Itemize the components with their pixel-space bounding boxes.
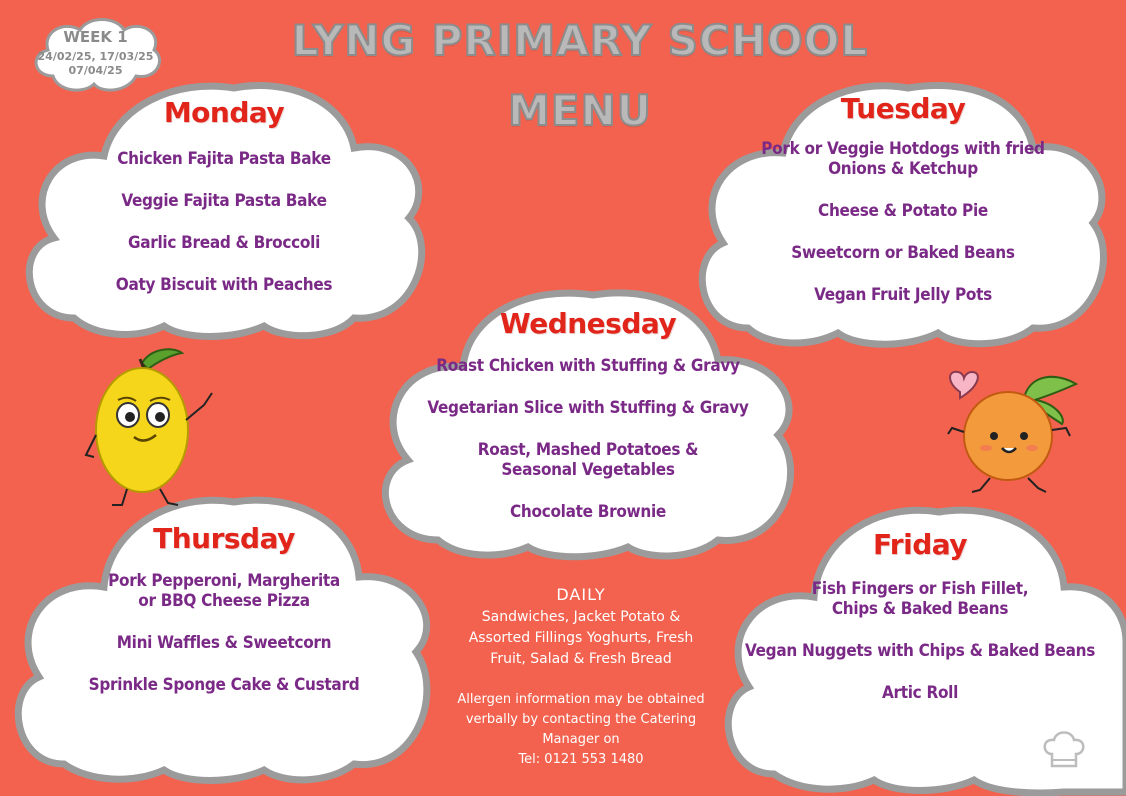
wednesday-item: Vegetarian Slice with Stuffing & Gravy bbox=[427, 398, 749, 418]
wednesday-item: Roast Chicken with Stuffing & Gravy bbox=[436, 356, 740, 376]
monday-item: Chicken Fajita Pasta Bake bbox=[117, 149, 331, 169]
thursday-heading: Thursday bbox=[153, 522, 295, 555]
week-label: WEEK 1 bbox=[63, 28, 128, 46]
friday-heading: Friday bbox=[872, 528, 968, 561]
page-title-line1: LYNG PRIMARY SCHOOL bbox=[291, 16, 869, 65]
week-dates: 24/02/25, 17/03/25 07/04/25 bbox=[37, 50, 154, 77]
daily-section bbox=[450, 584, 712, 670]
allergen-phone: Tel: 0121 553 1480 bbox=[518, 752, 644, 767]
monday-item: Veggie Fajita Pasta Bake bbox=[121, 191, 327, 211]
monday-item: Garlic Bread & Broccoli bbox=[127, 233, 321, 253]
tuesday-item: Pork or Veggie Hotdogs with fried Onions & Ketchup bbox=[761, 139, 1045, 179]
chef-hat-icon bbox=[1040, 726, 1088, 774]
thursday-item: Sprinkle Sponge Cake & Custard bbox=[88, 675, 360, 695]
daily-text: Sandwiches, Jacket Potato & Assorted Fillings Yoghurts, Fresh Fruit, Salad & Fresh Bread bbox=[468, 609, 694, 667]
lemon-mascot-icon bbox=[82, 345, 222, 510]
wednesday-heading: Wednesday bbox=[499, 307, 677, 340]
friday-item: Artic Roll bbox=[881, 683, 959, 703]
tuesday-item: Vegan Fruit Jelly Pots bbox=[814, 285, 992, 305]
thursday-item: Pork Pepperoni, Margherita or BBQ Cheese Pizza bbox=[108, 571, 340, 611]
tuesday-item: Sweetcorn or Baked Beans bbox=[791, 243, 1015, 263]
monday-heading: Monday bbox=[163, 96, 285, 129]
allergen-info bbox=[450, 690, 712, 770]
friday-item: Fish Fingers or Fish Fillet, Chips & Baked Beans bbox=[811, 579, 1029, 619]
wednesday-item: Roast, Mashed Potatoes & Seasonal Vegetables bbox=[477, 440, 699, 480]
page-title-line2: MENU bbox=[508, 86, 652, 135]
heart-icon bbox=[950, 372, 978, 398]
orange-mascot-icon bbox=[938, 358, 1078, 498]
tuesday-item: Cheese & Potato Pie bbox=[818, 201, 988, 221]
tuesday-heading: Tuesday bbox=[840, 92, 966, 125]
daily-heading: DAILY bbox=[556, 585, 606, 604]
thursday-cloud bbox=[4, 492, 444, 782]
wednesday-item: Chocolate Brownie bbox=[509, 502, 666, 522]
thursday-item: Mini Waffles & Sweetcorn bbox=[116, 633, 332, 653]
friday-item: Vegan Nuggets with Chips & Baked Beans bbox=[744, 641, 1096, 661]
monday-item: Oaty Biscuit with Peaches bbox=[115, 275, 333, 295]
allergen-text: Allergen information may be obtained verbally by contacting the Catering Manager on bbox=[457, 692, 705, 747]
